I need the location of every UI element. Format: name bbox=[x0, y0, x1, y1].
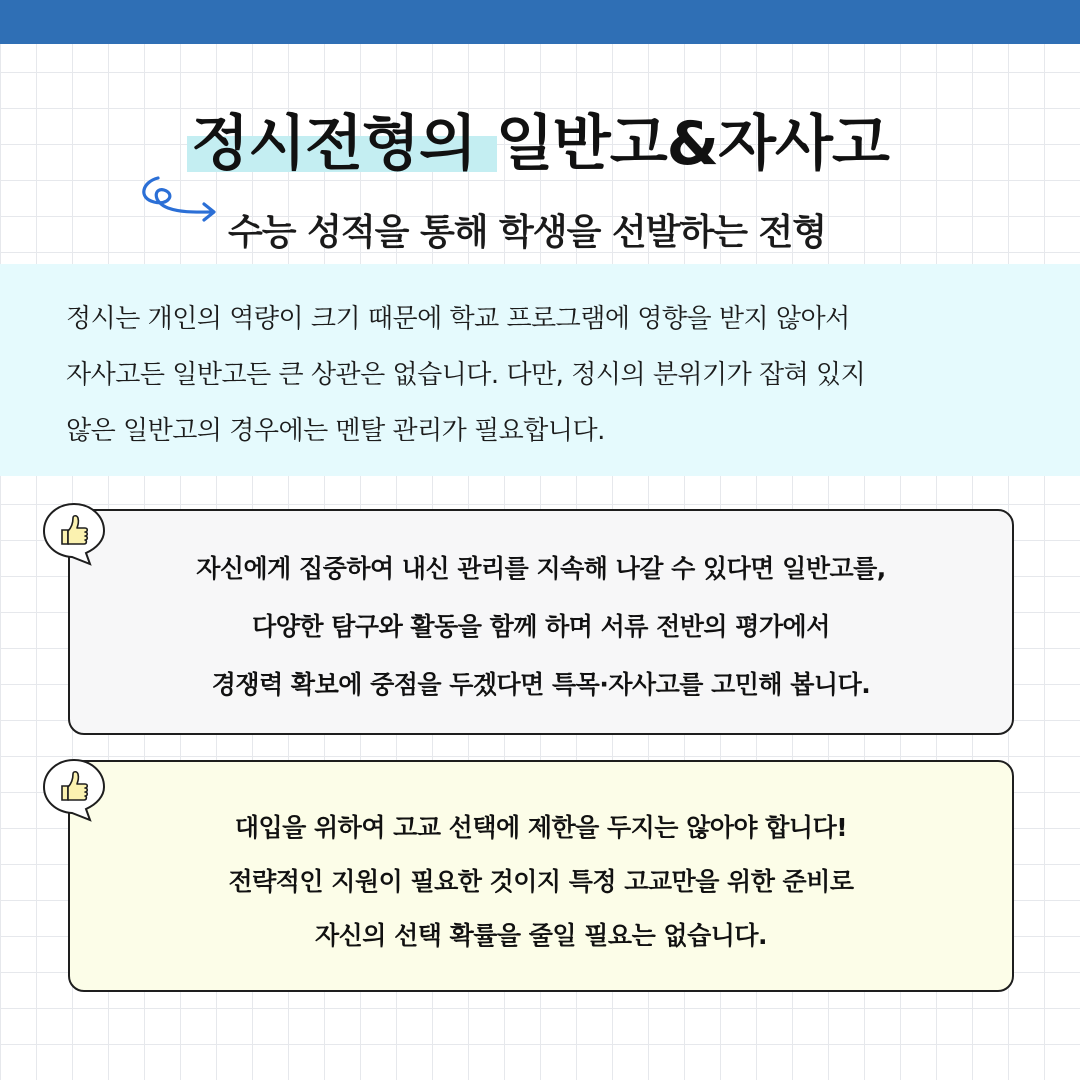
card-line: 대입을 위하여 고교 선택에 제한을 두지는 않아야 합니다! bbox=[234, 813, 848, 842]
card-line: 다양한 탐구와 활동을 함께 하며 서류 전반의 평가에서 bbox=[252, 612, 830, 641]
page-title-text: 정시전형의 일반고&자사고 bbox=[191, 109, 889, 179]
advice-card-1 bbox=[68, 509, 1014, 735]
card-line: 경쟁력 확보에 중점을 두겠다면 특목·자사고를 고민해 봅니다. bbox=[211, 670, 871, 699]
subtitle-row bbox=[0, 196, 1080, 256]
intro-band bbox=[0, 264, 1080, 476]
thumbs-up-icon bbox=[40, 500, 108, 566]
thumbs-up-icon bbox=[40, 756, 108, 822]
page-title bbox=[191, 96, 889, 182]
intro-line: 않은 일반고의 경우에는 멘탈 관리가 필요합니다. bbox=[66, 416, 605, 446]
top-bar bbox=[0, 0, 1080, 44]
card-line: 전략적인 지원이 필요한 것이지 특정 고교만을 위한 준비로 bbox=[228, 867, 854, 896]
subtitle: 수능 성적을 통해 학생을 선발하는 전형 bbox=[228, 212, 827, 253]
card-line: 자신에게 집중하여 내신 관리를 지속해 나갈 수 있다면 일반고를, bbox=[196, 554, 886, 583]
card-line: 자신의 선택 확률을 줄일 필요는 없습니다. bbox=[314, 921, 768, 950]
advice-card-2 bbox=[68, 760, 1014, 992]
intro-line: 자사고든 일반고든 큰 상관은 없습니다. 다만, 정시의 분위기가 잡혀 있지 bbox=[66, 360, 866, 390]
intro-line: 정시는 개인의 역량이 크기 때문에 학교 프로그램에 영향을 받지 않아서 bbox=[66, 304, 850, 334]
swirl-arrow-icon bbox=[128, 168, 224, 238]
